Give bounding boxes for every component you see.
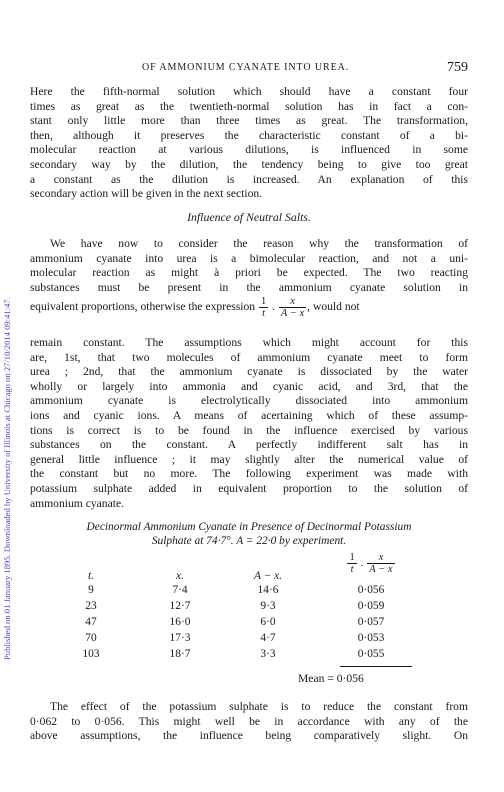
text-line: We have now to consider the reason why the transformation of	[50, 237, 468, 250]
text-line: secondary action will be given in the next section.	[30, 187, 263, 201]
running-title: OF AMMONIUM CYANATE INTO UREA.	[142, 62, 350, 73]
table-caption-line: Decinormal Ammonium Cyanate in Presence of Decinormal Potassium	[86, 521, 412, 533]
text-line: Here the fifth-normal solution which should have a constant four	[30, 85, 468, 98]
text-line: above assumptions, the influence being comparatively slight. On	[30, 729, 468, 743]
header-k-formula: $\frac{1}{t}$ . $\frac{x}{A - x}$	[349, 552, 393, 575]
text-line: substances on the constant. A perfectly indifferent salt has in	[30, 438, 468, 452]
text-line: molecular reaction at various dilutions, is influenced in some	[30, 143, 468, 157]
paragraph-neutral-salts	[30, 237, 468, 295]
fraction-x-over-a-minus-x: $\frac{x}{A - x}$	[280, 296, 305, 319]
text-line: remain constant. The assumptions which might account for this	[30, 336, 468, 349]
publication-stamp	[2, 60, 16, 660]
header-t: t.	[87, 570, 94, 582]
text-line: ammonium cyanate.	[30, 496, 125, 510]
page-number: 759	[447, 60, 468, 75]
header-x: x.	[176, 570, 184, 582]
formula-line: equivalent proportions, otherwise the expression $\frac{1}{t}$ . $\frac{x}{A - x}$ , would not	[30, 296, 360, 319]
text-line: are, 1st, that two molecules of ammonium cyanate meet to form	[30, 350, 468, 364]
table-mean: Mean = 0·056	[298, 672, 364, 685]
table-caption-line: Sulphate at 74·7°. A = 22·0 by experiment.	[151, 535, 347, 547]
text-line: urea ; 2nd, that the ammonium cyanate is dissociated by the water	[30, 365, 468, 379]
text-line: potassium sulphate added in equivalent proportion to the solution of	[30, 481, 468, 495]
text-line: wholly or largely into ammonia and cyanic acid, and 3rd, that the	[30, 379, 468, 393]
paragraph-dilution	[30, 85, 468, 202]
text-line: times as great as the twentieth-normal solution has in fact a con-	[30, 99, 468, 113]
text-line: secondary way by the dilution, the tendency being to give too great	[30, 157, 468, 171]
text-line: the constant but no more. The following experiment was made with	[30, 467, 468, 481]
fraction-one-over-t: $\frac{1}{t}$	[260, 296, 267, 319]
text-line: stant only little more than three times as great. The transformation,	[30, 114, 468, 128]
paragraph-assumptions	[30, 336, 468, 511]
header-a-minus-x: A − x.	[253, 570, 283, 582]
formula-text-after: , would not	[307, 300, 360, 314]
paragraph-potassium-effect	[30, 700, 468, 744]
text-line: general little influence ; it may slightly alter the numerical value of	[30, 452, 468, 466]
text-line: ammonium cyanate into urea is a bimolecular reaction, and not a uni-	[30, 251, 468, 265]
text-line: 0·062 to 0·056. This might well be in accordance with any of the	[30, 714, 468, 728]
text-line: then, although it preserves the characteristic constant of a bi-	[30, 128, 468, 142]
text-line: The effect of the potassium sulphate is to reduce the constant from	[50, 700, 468, 713]
running-header	[30, 62, 468, 78]
publication-stamp-text: Published on 01 January 1895. Downloaded by University of Illinois at Chicago on 27/10/2014 09:41:47.	[2, 297, 12, 660]
text-line: tions is correct is to be found in the influence exercised by various	[30, 423, 468, 437]
section-title: Influence of Neutral Salts.	[187, 210, 311, 224]
text-line: ions and cyanic ions. A means of acertaining which of these assump-	[30, 408, 468, 422]
formula-text-before: equivalent proportions, otherwise the expression	[30, 300, 256, 314]
table-mean-rule	[340, 666, 412, 667]
text-line: molecular reaction as might à priori be expected. The two reacting	[30, 266, 468, 280]
table-caption	[30, 520, 468, 548]
text-line: ammonium cyanate is electrolytically dissociated into ammonium	[30, 394, 468, 408]
text-line: a constant as the dilution is increased. An explanation of this	[30, 172, 468, 186]
text-line: substances must be present in the ammonium cyanate solution in	[30, 280, 468, 294]
